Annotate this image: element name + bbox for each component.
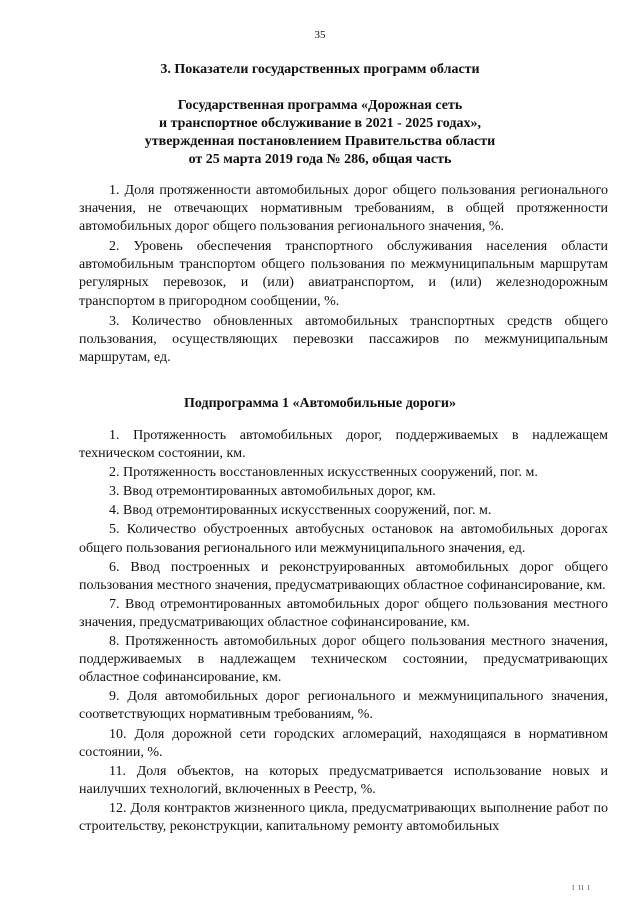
indicator-paragraph: 2. Протяженность восстановленных искусственных сооружений, пог. м. [109,465,538,481]
indicator-paragraph: 3. Количество обновленных автомобильных транспортных средств общего пользования, осуществляющих перевозки пассажиров по межмуниципальным маршрутам, ед. [79,313,608,365]
indicator-paragraph: 3. Ввод отремонтированных автомобильных дорог, км. [109,484,436,500]
general-indicator-list [79,182,608,367]
indicator-paragraph: 4. Ввод отремонтированных искусственных сооружений, пог. м. [109,503,492,519]
indicator-paragraph: 6. Ввод построенных и реконструированных автомобильных дорог общего пользования местного значения, предусматривающих областное софинансирование, км. [79,559,608,593]
program-title-line: Государственная программа «Дорожная сеть [177,98,463,113]
program-title [100,97,540,169]
indicator-paragraph: 12. Доля контрактов жизненного цикла, предусматривающих выполнение работ по строительству, реконструкции, капитальному ремонту автомобильных [79,800,608,834]
subprogram-heading: Подпрограмма 1 «Автомобильные дороги» [184,396,456,411]
indicator-paragraph: 9. Доля автомобильных дорог регионального и межмуниципального значения, соответствующих нормативным требованиям, %. [79,689,608,723]
program-title-line: утвержденная постановлением Правительства области [144,134,496,149]
subprogram-indicator-list [79,427,608,836]
indicator-paragraph: 1. Доля протяженности автомобильных дорог общего пользования регионального значения, не отвечающих нормативным требованиям, в общей протяженности автомобильных дорог общего пользования регионального значения, %. [79,183,608,235]
indicator-paragraph: 1. Протяженность автомобильных дорог, поддерживаемых в надлежащем техническом состоянии, км. [79,428,608,462]
section-heading: 3. Показатели государственных программ области [160,62,480,77]
footer-mark: I II I [572,884,591,892]
program-title-line: от 25 марта 2019 года № 286, общая часть [188,152,452,167]
indicator-paragraph: 10. Доля дорожной сети городских агломераций, находящаяся в нормативном состоянии, %. [79,726,608,760]
indicator-paragraph: 2. Уровень обеспечения транспортного обслуживания населения области автомобильным транспортом общего пользования по межмуниципальным маршрутам регулярных перевозок, и (или) авиатранспортом, и (или) железнодорожным транспортом в пригородном сообщении, %. [79,239,608,309]
program-title-line: и транспортное обслуживание в 2021 - 2025 годах», [159,116,481,131]
indicator-paragraph: 11. Доля объектов, на которых предусматривается использование новых и наилучших технологий, включенных в Реестр, %. [79,763,608,797]
indicator-paragraph: 5. Количество обустроенных автобусных остановок на автомобильных дорогах общего пользования регионального или межмуниципального значения, ед. [79,522,608,556]
indicator-paragraph: 8. Протяженность автомобильных дорог общего пользования местного значения, поддерживаемых в надлежащем техническом состоянии, предусматривающих областное софинансирование, км. [79,634,608,686]
page-number: 35 [314,29,326,41]
indicator-paragraph: 7. Ввод отремонтированных автомобильных дорог общего пользования местного значения, предусматривающих областное софинансирование, км. [79,596,608,630]
